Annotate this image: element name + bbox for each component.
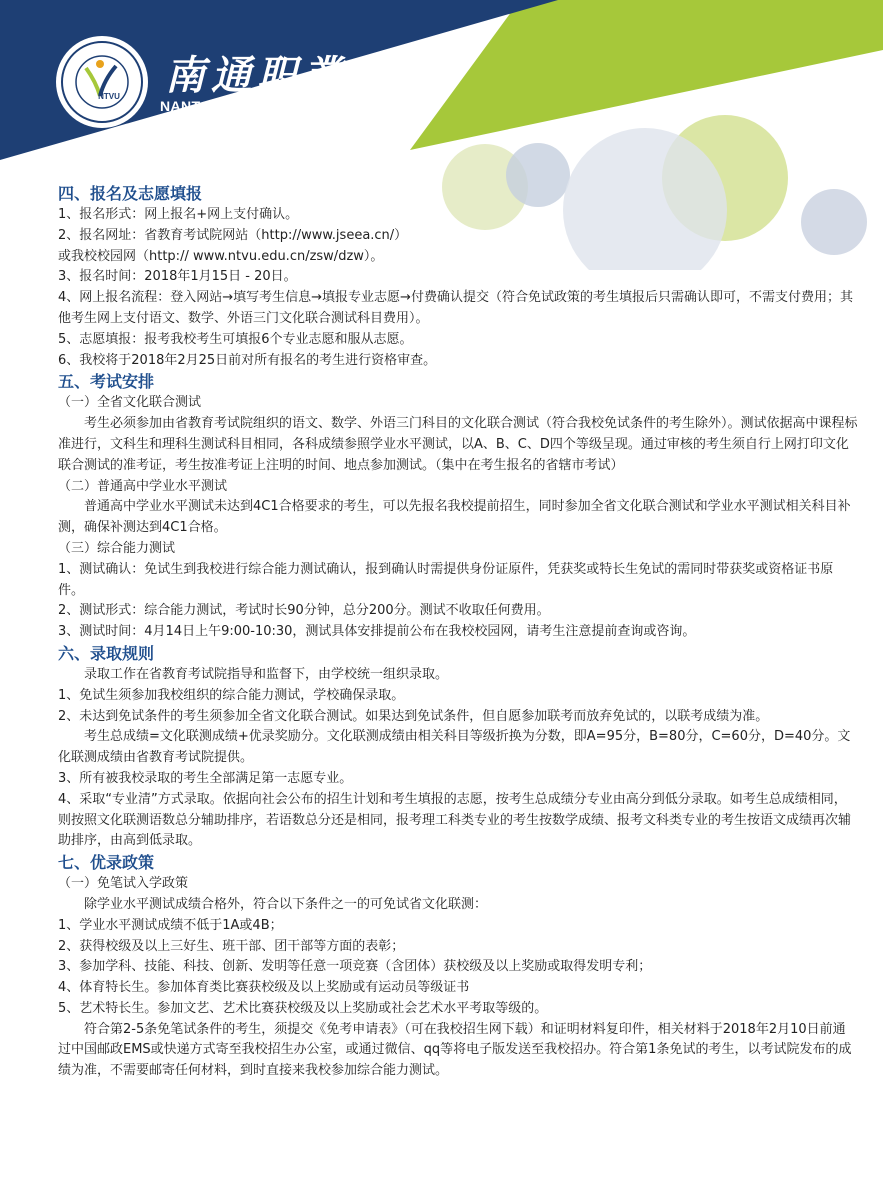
admission-content <box>58 183 858 1082</box>
university-emblem <box>56 36 148 128</box>
list-item: 4、网上报名流程：登入网站→填写考生信息→填报专业志愿→付费确认提交（符合免试政策的考生填报后只需确认即可，不需支付费用；其他考生网上支付语文、数学、外语三门文化联合测试科目费用）。 <box>58 290 853 326</box>
list-item: 3、测试时间：4月14日上午9:00-10:30，测试具体安排提前公布在我校校园网，请考生注意提前查询或咨询。 <box>58 624 696 640</box>
university-name-cn: 南通职業大学 <box>165 52 441 99</box>
list-item: 2、未达到免试条件的考生须参加全省文化联合测试。如果达到免试条件，但自愿参加联考而放弃免试的，以联考成绩为准。 <box>58 708 769 724</box>
paragraph: 考生必须参加由省教育考试院组织的语文、数学、外语三门科目的文化联合测试（符合我校免试条件的考生除外）。测试依据高中课程标准进行，文科生和理科生测试科目相同，各科成绩参照学业水平测试，以A、B、C、D四个等级呈现。通过审核的考生须自行上网打印文化联合测试的准考证，考生按准考证上注明的时间、地点参加测试。（集中在考生报名的省辖市考试） <box>58 416 858 473</box>
list-item: 4、体育特长生。参加体育类比赛获校级及以上奖励或有运动员等级证书 <box>58 980 470 996</box>
list-item: 或我校校园网（http:// www.ntvu.edu.cn/zsw/dzw）。 <box>58 248 384 264</box>
paragraph: 除学业水平测试成绩合格外，符合以下条件之一的可免试省文化联测： <box>84 896 488 912</box>
university-name-en: NANTONG VOCATIONAL UNIVERSITY <box>160 98 426 114</box>
section-title-registration: 四、报名及志愿填报 <box>58 184 203 203</box>
list-item: 5、艺术特长生。参加文艺、艺术比赛获校级及以上奖励或社会艺术水平考取等级的。 <box>58 1000 548 1016</box>
list-item: 6、我校将于2018年2月25日前对所有报名的考生进行资格审查。 <box>58 352 437 368</box>
paragraph: 录取工作在省教育考试院指导和监督下，由学校统一组织录取。 <box>84 666 449 682</box>
list-item: 2、报名网址：省教育考试院网站（http://www.jseea.cn/） <box>58 227 408 243</box>
subsection-title: （一）免笔试入学政策 <box>58 876 189 892</box>
list-item: 5、志愿填报：报考我校考生可填报6个专业志愿和服从志愿。 <box>58 331 413 347</box>
list-item: 3、参加学科、技能、科技、创新、发明等任意一项竞赛（含团体）获校级及以上奖励或取得发明专利； <box>58 959 652 975</box>
header-green-band <box>410 0 883 150</box>
list-item: 3、报名时间：2018年1月15日 - 20日。 <box>58 269 297 285</box>
emblem-abbr: NTVU <box>98 92 120 101</box>
section-title-exam: 五、考试安排 <box>58 372 155 392</box>
paragraph: 普通高中学业水平测试未达到4C1合格要求的考生，可以先报名我校提前招生，同时参加全省文化联合测试和学业水平测试相关科目补测，确保补测达到4C1合格。 <box>58 499 851 536</box>
list-item: 1、学业水平测试成绩不低于1A或4B； <box>58 917 283 933</box>
list-item: 4、采取“专业清”方式录取。依据向社会公布的招生计划和考生填报的志愿，按考生总成绩分专业由高分到低分录取。如考生总成绩相同，则按照文化联测语数总分辅助排序，若语数总分还是相同，报考理工科类专业的考生按数学成绩、报考文科类专业的考生按语文成绩再次辅助排序，由高到低录取。 <box>58 791 852 849</box>
list-item: 1、报名形式：网上报名+网上支付确认。 <box>58 207 299 222</box>
section-title-preferential-policy: 七、优录政策 <box>58 853 155 873</box>
subsection-title: （三）综合能力测试 <box>58 540 176 556</box>
list-item: 2、获得校级及以上三好生、班干部、团干部等方面的表彰； <box>58 938 405 954</box>
subsection-title: （一）全省文化联合测试 <box>58 395 202 411</box>
list-item: 1、测试确认：免试生到我校进行综合能力测试确认，报到确认时需提供身份证原件，凭获奖或特长生免试的需同时带获奖或资格证书原件。 <box>58 561 834 598</box>
list-item: 1、免试生须参加我校组织的综合能力测试，学校确保录取。 <box>58 687 405 703</box>
paragraph: 考生总成绩=文化联测成绩+优录奖励分。文化联测成绩由相关科目等级折换为分数，即A=95分，B=80分，C=60分，D=40分。文化联测成绩由省教育考试院提供。 <box>58 729 851 766</box>
list-item: 3、所有被我校录取的考生全部满足第一志愿专业。 <box>58 770 353 786</box>
subsection-title: （二）普通高中学业水平测试 <box>58 478 228 494</box>
paragraph: 符合第2-5条免笔试条件的考生，须提交《免考申请表》（可在我校招生网下载）和证明材料复印件，相关材料于2018年2月10日前通过中国邮政EMS或快递方式寄至我校招生办公室，或通过微信、qq等将电子版发送至我校招办。符合第1条免试的考生，以考试院发布的成绩为准，不需要邮寄任何材料，到时直接来我校参加综合能力测试。 <box>58 1021 852 1079</box>
list-item: 2、测试形式：综合能力测试，考试时长90分钟，总分200分。测试不收取任何费用。 <box>58 603 550 619</box>
section-title-admission-rules: 六、录取规则 <box>58 643 155 663</box>
